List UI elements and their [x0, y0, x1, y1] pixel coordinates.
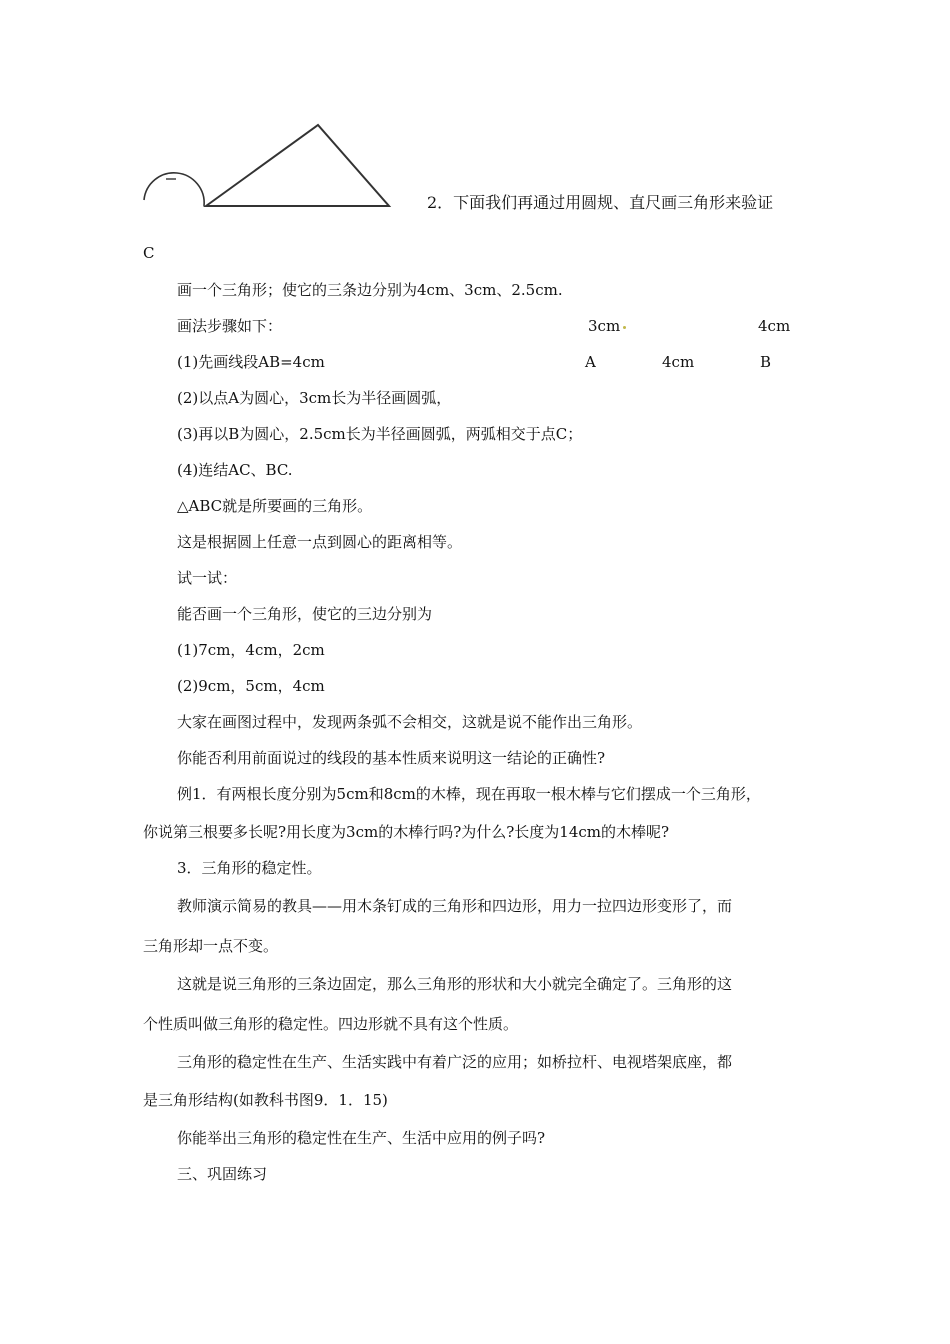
triangle-arc-figure	[140, 118, 400, 218]
result-text: △ABC就是所要画的三角形。	[177, 497, 373, 515]
step-4: (4)连结AC、BC.	[177, 461, 293, 479]
figure-label-c: C	[143, 244, 155, 262]
try-q2: (2)9cm，5cm，4cm	[177, 677, 325, 695]
sketch-len-bc: 4cm	[758, 317, 791, 335]
stability-p3-a: 三角形的稳定性在生产、生活实践中有着广泛的应用；如桥拉杆、电视塔架底座，都	[177, 1053, 733, 1071]
sketch-len-ac: 3cm	[588, 317, 621, 335]
section-3-heading: 三、巩固练习	[177, 1165, 268, 1183]
sketch-point-a: A	[585, 353, 596, 371]
step-1: (1)先画线段AB=4cm	[177, 353, 325, 371]
triangle-abc	[206, 125, 389, 206]
sketch-point-b: B	[760, 353, 772, 371]
step-2: (2)以点A为圆心，3cm长为半径画圆弧，	[177, 389, 452, 407]
stability-p4: 你能举出三角形的稳定性在生产、生活中应用的例子吗?	[177, 1129, 546, 1147]
stability-p3-b: 是三角形结构(如教科书图9．1．15)	[143, 1091, 388, 1109]
stability-heading: 3．三角形的稳定性。	[177, 859, 322, 877]
compass-arc	[144, 173, 204, 206]
item-2-text: 2．下面我们再通过用圆规、直尺画三角形来验证	[427, 193, 774, 212]
sketch-len-ab: 4cm	[662, 353, 695, 371]
stability-p1-a: 教师演示简易的教具——用木条钉成的三角形和四边形，用力一拉四边形变形了，而	[177, 897, 733, 915]
try-q1: (1)7cm，4cm，2cm	[177, 641, 325, 659]
example-line-2: 你说第三根要多长呢?用长度为3cm的木棒行吗?为什么?长度为14cm的木棒呢?	[143, 823, 670, 841]
try-ask: 你能否利用前面说过的线段的基本性质来说明这一结论的正确性?	[177, 749, 606, 767]
steps-heading: 画法步骤如下：	[177, 317, 283, 335]
example-line-1: 例1．有两根长度分别为5cm和8cm的木棒，现在再取一根木棒与它们摆成一个三角形，	[177, 785, 761, 803]
stability-p1-b: 三角形却一点不变。	[143, 937, 279, 955]
try-question: 能否画一个三角形，使它的三边分别为	[177, 605, 433, 623]
step-3: (3)再以B为圆心，2.5cm长为半径画圆弧，两弧相交于点C；	[177, 425, 583, 443]
try-heading: 试一试：	[177, 569, 238, 587]
stability-p2-a: 这就是说三角形的三条边固定，那么三角形的形状和大小就完全确定了。三角形的这	[177, 975, 733, 993]
reason-text: 这是根据圆上任意一点到圆心的距离相等。	[177, 533, 463, 551]
stability-p2-b: 个性质叫做三角形的稳定性。四边形就不具有这个性质。	[143, 1015, 519, 1033]
task-text: 画一个三角形；使它的三条边分别为4cm、3cm、2.5cm.	[177, 281, 563, 299]
try-observation: 大家在画图过程中，发现两条弧不会相交，这就是说不能作出三角形。	[177, 713, 643, 731]
green-dot	[623, 326, 626, 329]
